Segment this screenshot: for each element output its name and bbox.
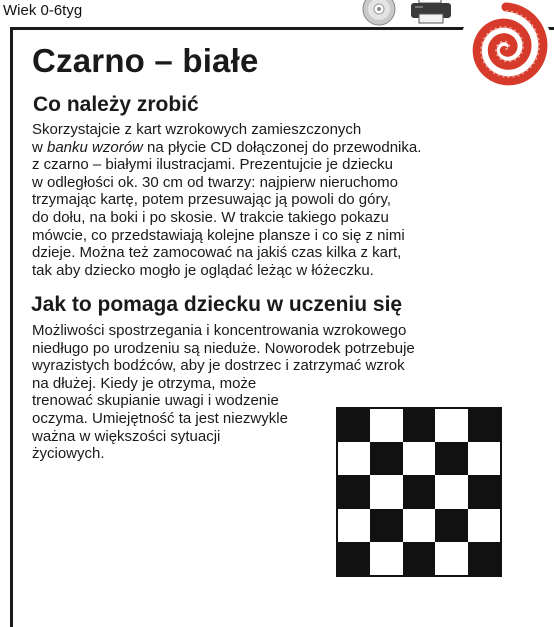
checker-cell-dark — [468, 475, 500, 508]
printer-icon[interactable] — [409, 0, 453, 24]
benefits-line: na dłużej. Kiedy je otrzyma, może — [32, 374, 257, 392]
benefits-line: życiowych. — [32, 445, 105, 463]
benefits-line: niedługo po urodzeniu są nieduże. Noworodek potrzebuje — [32, 339, 415, 357]
spiral-logo — [454, 0, 554, 98]
instructions-line: w banku wzorów na płycie CD dołączonej do przewodnika. — [32, 138, 422, 156]
checker-cell-dark — [435, 442, 467, 475]
checker-cell-dark — [435, 509, 467, 542]
instructions-paragraph — [32, 121, 452, 279]
checker-cell-dark — [403, 542, 435, 575]
checker-cell-light — [403, 509, 435, 542]
checker-cell-light — [435, 542, 467, 575]
checker-cell-dark — [338, 475, 370, 508]
checker-cell-light — [370, 409, 402, 442]
checker-cell-dark — [468, 542, 500, 575]
checker-cell-dark — [338, 409, 370, 442]
checker-cell-light — [403, 442, 435, 475]
checker-cell-dark — [403, 475, 435, 508]
checker-cell-light — [468, 442, 500, 475]
benefits-line: Możliwości spostrzegania i koncentrowania wzrokowego — [32, 322, 407, 339]
age-range-label: Wiek 0-6tyg — [3, 2, 83, 19]
page-title: Czarno – białe — [32, 42, 259, 79]
benefits-line: oczyma. Umiejętność ta jest niezwykle — [32, 409, 288, 427]
instructions-line: do dołu, na boki i po skosie. W trakcie takiego pokazu — [32, 208, 389, 226]
checker-cell-dark — [370, 442, 402, 475]
checker-cell-dark — [403, 409, 435, 442]
pattern-bank-term: banku wzorów — [47, 138, 143, 156]
benefits-line: wyrazistych bodźców, aby je dostrzec i zatrzymać wzrok — [32, 357, 405, 375]
benefits-line: trenować skupianie uwagi i wodzenie — [32, 392, 279, 410]
checker-cell-light — [338, 509, 370, 542]
instructions-line: mówcie, co przedstawiają kolejne plansze i co się z nimi — [32, 226, 405, 244]
checker-cell-dark — [468, 409, 500, 442]
section-heading-how-it-helps: Jak to pomaga dziecku w uczeniu się — [31, 293, 403, 316]
instructions-line: w odległości ok. 30 cm od twarzy: najpierw nieruchomo — [32, 173, 398, 191]
checker-cell-light — [370, 542, 402, 575]
checker-cell-light — [468, 509, 500, 542]
instructions-line: tak aby dziecko mogło je oglądać leżąc w łóżeczku. — [32, 261, 374, 279]
cd-icon[interactable] — [362, 0, 396, 26]
checker-cell-dark — [370, 509, 402, 542]
checker-cell-light — [435, 475, 467, 508]
checker-cell-light — [435, 409, 467, 442]
checker-cell-light — [338, 442, 370, 475]
section-heading-what-to-do: Co należy zrobić — [33, 93, 199, 116]
instructions-line: dzieje. Można też zamocować na jakiś czas kilka z kart, — [32, 244, 402, 262]
benefits-line: ważna w większości sytuacji — [32, 427, 221, 445]
checker-cell-dark — [338, 542, 370, 575]
checkerboard-illustration — [336, 407, 502, 577]
checker-cell-light — [370, 475, 402, 508]
instructions-line: trzymając kartę, potem przesuwając ją powoli do góry, — [32, 191, 392, 209]
instructions-line: z czarno – białymi ilustracjami. Prezentujcie je dziecku — [32, 156, 393, 174]
instructions-line: Skorzystajcie z kart wzrokowych zamieszczonych — [32, 121, 362, 138]
